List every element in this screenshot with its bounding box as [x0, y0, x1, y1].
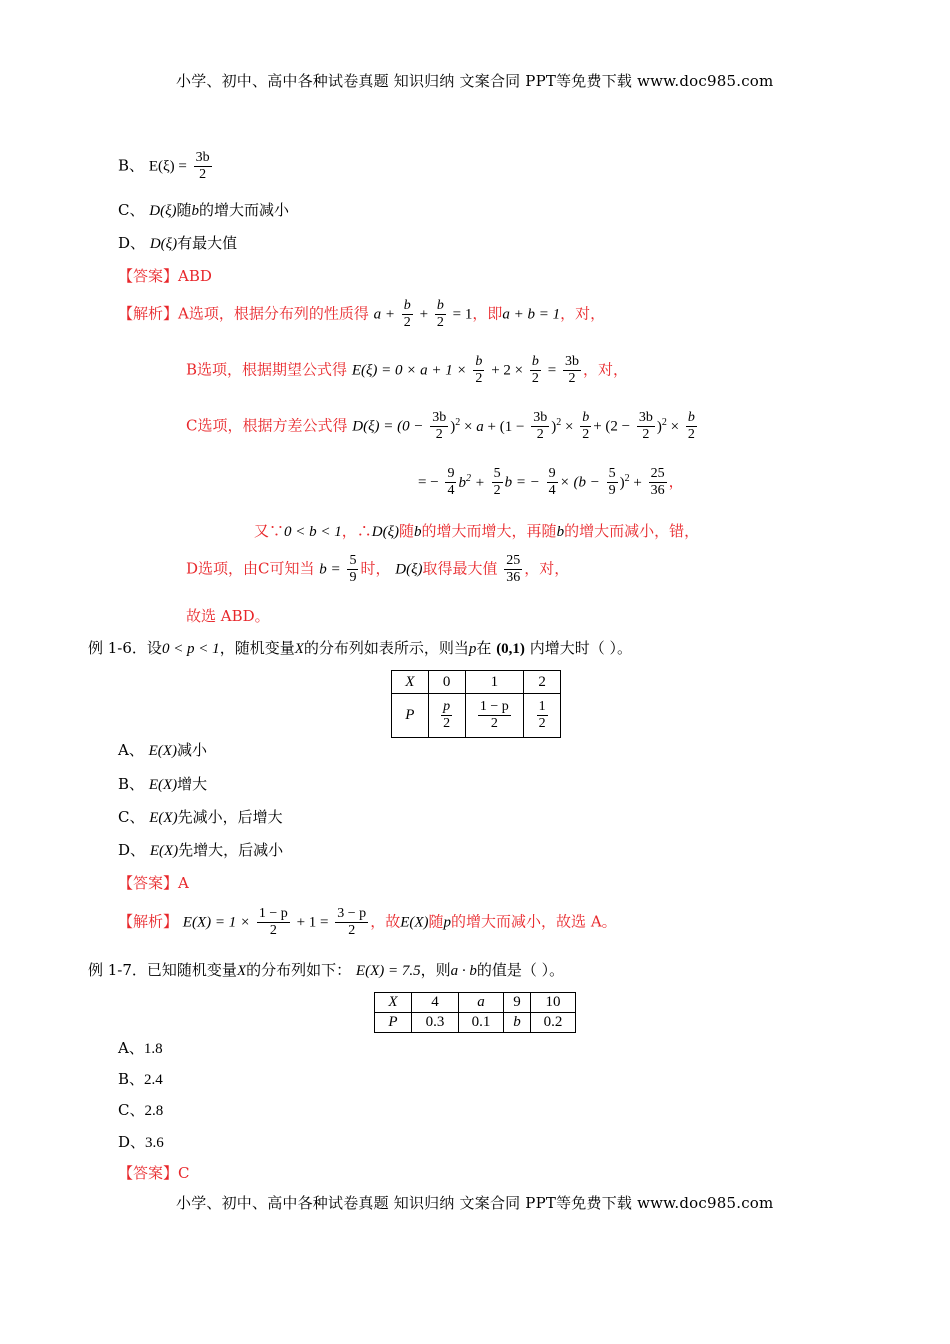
title-text: 的值是（ ）。	[476, 961, 565, 979]
table-cell: 0.2	[531, 1013, 576, 1033]
analysis-text: ，故	[370, 912, 401, 931]
fraction	[563, 354, 581, 387]
analysis-a	[118, 298, 605, 331]
table-cell: b	[504, 1013, 531, 1033]
analysis-text: ，	[668, 472, 684, 491]
math-var: b	[191, 203, 200, 219]
analysis-text: B选项，根据期望公式得	[186, 360, 348, 379]
option-value: 2.8	[144, 1103, 164, 1119]
table-cell: 1	[465, 671, 524, 694]
table-cell: 2	[524, 671, 561, 694]
title-text: 例 1-7．已知随机变量	[88, 961, 237, 979]
table-cell: a	[459, 993, 504, 1013]
option-label: B、	[118, 156, 145, 175]
analysis-c-line2: = − $\frac{9}{4}$ $b^2$ + $\frac{5}{2}$ b = − $\frac{9}{4}$ × (b − $\frac{5}{9}$ )$^2$ + $\frac{25}{36}$ ，	[418, 466, 684, 499]
fraction	[435, 298, 446, 331]
math-var: p	[443, 914, 452, 931]
analysis-text: 的增大而增大，再随	[421, 522, 557, 540]
option-text: 先增大，后减小	[178, 841, 284, 859]
answer-1-6: 【答案】A	[118, 874, 189, 892]
numerator: b	[435, 298, 446, 315]
fraction	[335, 906, 368, 939]
fraction: $\frac{3b}{2}$	[533, 410, 548, 443]
denominator: 36	[506, 570, 521, 586]
analysis-text: ，对，	[560, 304, 606, 323]
math: a + b = 1	[502, 306, 561, 323]
denominator: 2	[568, 371, 576, 387]
math: D(ξ)	[395, 561, 423, 578]
title-text: 内增大时（ ）。	[529, 639, 632, 657]
math: a +	[373, 306, 396, 323]
table-cell	[428, 694, 465, 738]
title-text: 的分布列如表所示，则当	[303, 639, 469, 657]
table-cell: 0.3	[412, 1013, 459, 1033]
math: 0 < p < 1	[161, 641, 220, 657]
analysis-tag: 【解析】	[118, 912, 179, 931]
title-text: ，随机变量	[219, 639, 295, 657]
math-var: b	[556, 524, 565, 540]
option-b	[118, 1069, 163, 1090]
answer-prev: 【答案】ABD	[118, 267, 212, 285]
page-header: 小学、初中、高中各种试卷真题 知识归纳 文案合同 PPT等免费下载 www.doc985.com	[176, 72, 774, 90]
page-footer: 小学、初中、高中各种试卷真题 知识归纳 文案合同 PPT等免费下载 www.doc985.com	[176, 1194, 774, 1212]
example-1-7-title	[88, 960, 564, 981]
analysis-1-6	[118, 906, 617, 939]
math: E(X)	[400, 914, 429, 931]
option-label: A、	[118, 741, 144, 759]
option-a	[118, 740, 207, 761]
math: E(X) = 7.5	[355, 963, 421, 979]
option-c	[118, 200, 289, 221]
option-text: 的增大而减小	[199, 201, 290, 219]
option-value: 2.4	[144, 1072, 163, 1088]
numerator: 1 − p	[478, 699, 511, 716]
analysis-text: 的增大而减小，故选 A。	[451, 912, 617, 931]
math: E(X) = 1 ×	[182, 914, 251, 931]
numerator: 3b	[194, 150, 212, 167]
option-label: D、	[118, 234, 146, 252]
fraction	[504, 553, 522, 586]
fraction: $\frac{3b}{2}$	[638, 410, 653, 443]
option-label: D、	[118, 1133, 146, 1151]
analysis-tag: 【解析】	[118, 304, 179, 323]
option-text: 减小	[176, 741, 207, 759]
analysis-b	[186, 354, 628, 387]
table-cell: 0	[428, 671, 465, 694]
table-cell: P	[392, 694, 429, 738]
analysis-text: ，对，	[524, 559, 570, 578]
fraction	[473, 354, 484, 387]
fraction	[530, 354, 541, 387]
math: +	[419, 306, 429, 323]
numerator: p	[441, 699, 452, 716]
math-var: X	[294, 641, 304, 657]
math: D(ξ) = (0 −	[352, 418, 424, 435]
math-expr: D(ξ)	[149, 236, 178, 252]
table-cell: X	[375, 993, 412, 1013]
math-var: p	[468, 641, 477, 657]
math: E(X)	[149, 810, 178, 826]
math: E(X)	[148, 777, 178, 793]
math: b =	[319, 561, 341, 578]
denominator: 2	[199, 167, 207, 183]
numerator: 1	[537, 699, 548, 716]
option-label: D、	[118, 841, 146, 859]
option-label: B、	[118, 775, 145, 793]
option-label: A、	[118, 1039, 144, 1057]
analysis-again	[254, 520, 699, 541]
analysis-text: 随	[399, 522, 415, 540]
fraction	[347, 553, 358, 586]
table-cell: 0.1	[459, 1013, 504, 1033]
numerator: 3b	[563, 354, 581, 371]
math-expr: D(ξ)	[149, 203, 177, 219]
numerator: b	[402, 298, 413, 315]
option-text: 增大	[177, 775, 208, 793]
distribution-table-1-6	[391, 670, 561, 738]
title-text: 的分布列如下：	[246, 961, 352, 979]
fraction	[194, 150, 212, 183]
math: D(ξ)	[371, 524, 400, 540]
option-d	[118, 840, 283, 861]
option-b	[118, 150, 214, 183]
option-a	[118, 1038, 163, 1059]
example-1-6-title	[88, 638, 632, 659]
option-text: 有最大值	[177, 234, 238, 252]
title-text: 在	[476, 639, 492, 657]
title-text: 例 1-6．设	[88, 639, 162, 657]
analysis-conclusion: 故选 ABD。	[186, 607, 270, 625]
math: E(X)	[148, 743, 177, 759]
analysis-text: D选项，由C可知当	[186, 559, 315, 578]
option-label: B、	[118, 1070, 145, 1088]
numerator: 5	[347, 553, 358, 570]
option-b	[118, 774, 207, 795]
math: + 2 ×	[491, 362, 524, 379]
math: + 1 =	[296, 914, 329, 931]
option-d	[118, 1132, 164, 1153]
denominator: 9	[349, 570, 357, 586]
denominator: 2	[443, 716, 451, 731]
denominator: 2	[348, 923, 356, 939]
math: (0,1)	[496, 641, 525, 657]
analysis-text: 取得最大值	[422, 559, 498, 578]
fraction	[257, 906, 290, 939]
analysis-text: ，即	[472, 304, 503, 323]
numerator: 3 − p	[335, 906, 368, 923]
table-cell: 4	[412, 993, 459, 1013]
analysis-text: 随	[428, 912, 444, 931]
denominator: 2	[475, 371, 483, 387]
numerator: 1 − p	[257, 906, 290, 923]
denominator: 2	[436, 315, 444, 331]
analysis-text: 又∵	[254, 522, 285, 540]
analysis-text: C选项，根据方差公式得	[186, 416, 348, 435]
option-text: 随	[176, 201, 192, 219]
math: E(X)	[149, 843, 179, 859]
option-d	[118, 233, 237, 254]
analysis-text: A选项，根据分布列的性质得	[178, 304, 369, 323]
option-label: C、	[118, 1101, 145, 1119]
math-var: X	[236, 963, 247, 979]
option-label: C、	[118, 808, 145, 826]
math-var: b	[414, 524, 422, 540]
math-expr: E(ξ) =	[148, 158, 187, 175]
fraction	[402, 298, 413, 331]
table-cell	[524, 694, 561, 738]
distribution-table-1-7	[374, 992, 576, 1033]
table-cell	[465, 694, 524, 738]
table-cell: 9	[504, 993, 531, 1013]
numerator: b	[473, 354, 484, 371]
title-text: ，则	[420, 961, 451, 979]
option-label: C、	[118, 201, 145, 219]
numerator: 25	[504, 553, 522, 570]
math: = 1	[452, 306, 473, 323]
option-value: 1.8	[143, 1041, 163, 1057]
math: E(ξ) = 0 × a + 1 ×	[351, 362, 467, 379]
analysis-text: ，对，	[582, 360, 628, 379]
denominator: 2	[403, 315, 411, 331]
denominator: 2	[269, 923, 277, 939]
option-value: 3.6	[145, 1135, 164, 1151]
analysis-c: C选项，根据方差公式得 D(ξ) = (0 − $\frac{3b}{2}$ )$^2$ × a + (1 − $\frac{3b}{2}$ )$^2$ × $\frac{b}{2}$ + (2 − $\frac{3b}{2}$ )$^2$ × $\frac{b}{2}$	[186, 410, 695, 443]
math: =	[547, 362, 557, 379]
analysis-d	[186, 553, 569, 586]
table-cell: 10	[531, 993, 576, 1013]
analysis-text: ，∴	[341, 522, 372, 540]
fraction: $\frac{b}{2}$	[687, 410, 695, 443]
denominator: 2	[538, 716, 546, 731]
numerator: b	[530, 354, 541, 371]
table-cell: X	[392, 671, 429, 694]
table-cell: P	[375, 1013, 412, 1033]
denominator: 2	[531, 371, 539, 387]
fraction: $\frac{b}{2}$	[582, 410, 590, 443]
fraction: $\frac{3b}{2}$	[432, 410, 447, 443]
math: 0 < b < 1	[284, 524, 342, 540]
option-c	[118, 807, 283, 828]
analysis-text: 的增大而减小，错，	[564, 522, 700, 540]
math: a · b	[450, 963, 477, 979]
denominator: 2	[490, 716, 498, 731]
option-c	[118, 1100, 163, 1121]
answer-1-7: 【答案】C	[118, 1164, 190, 1182]
analysis-text: 时，	[360, 559, 391, 578]
option-text: 先减小，后增大	[177, 808, 283, 826]
